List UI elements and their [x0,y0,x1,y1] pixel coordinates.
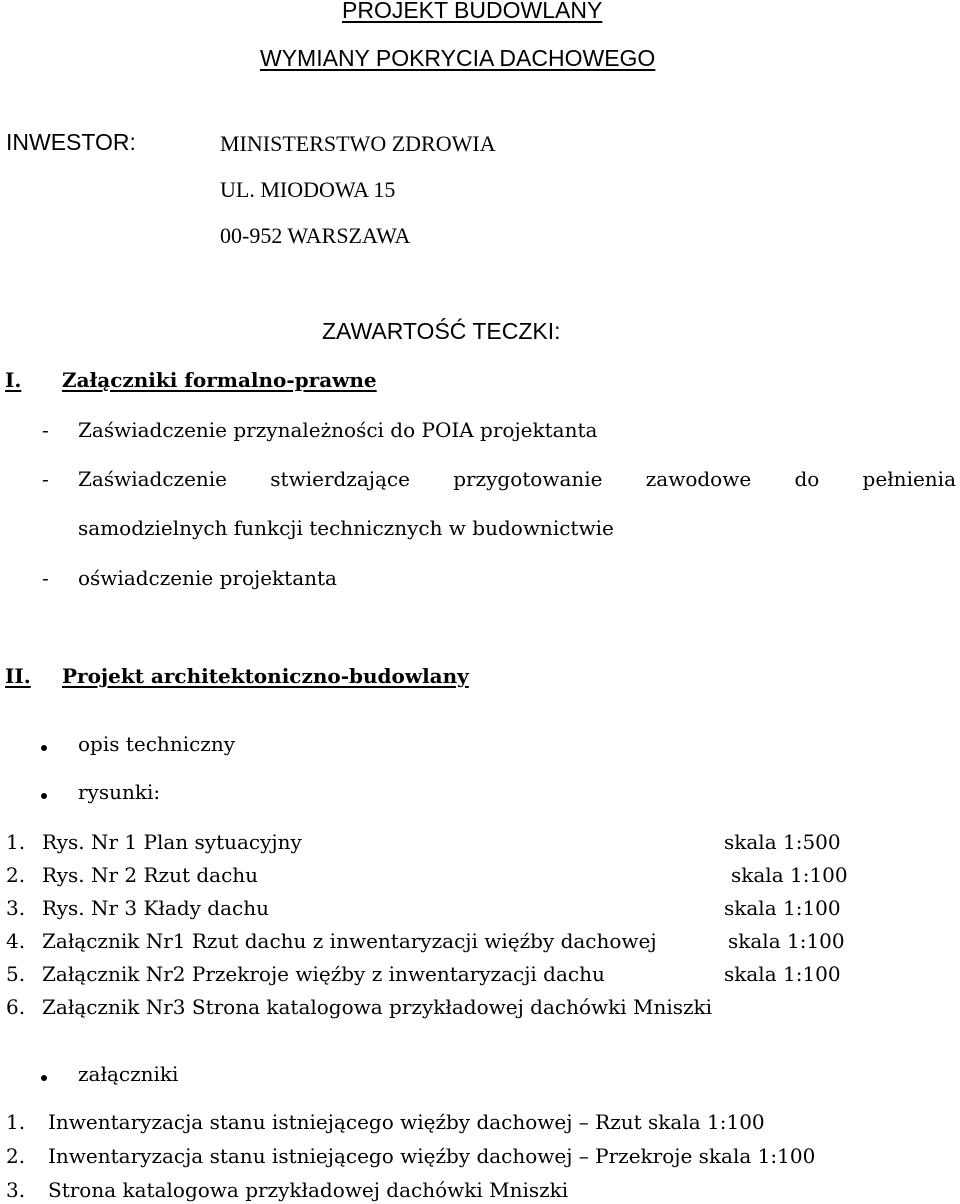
attachment-title: Inwentaryzacja stanu istniejącego więźby dachowej – Przekroje skala 1:100 [48,1144,816,1168]
drawing-scale: skala 1:100 [724,896,841,920]
title-line-1: PROJEKT BUDOWLANY [342,0,603,23]
dash-marker: - [42,467,49,491]
drawing-number: 6. [6,995,26,1019]
drawing-number: 2. [6,863,26,887]
bullet-icon [41,1075,47,1081]
investor-street: UL. MIODOWA 15 [220,177,396,202]
bullet-icon [41,793,47,799]
section-1-title: Załączniki formalno-prawne [62,368,377,392]
drawing-title: Rys. Nr 2 Rzut dachu [42,863,259,887]
list-item-continuation: samodzielnych funkcji technicznych w budownictwie [78,516,614,540]
dash-marker: - [42,418,49,442]
drawing-number: 5. [6,962,26,986]
bullet-item: opis techniczny [78,732,236,756]
drawing-scale: skala 1:100 [731,863,848,887]
list-item: oświadczenie projektanta [78,566,337,590]
drawing-scale: skala 1:500 [724,830,841,854]
drawing-title: Rys. Nr 3 Kłady dachu [42,896,269,920]
drawing-scale: skala 1:100 [728,929,845,953]
section-2-number: II. [5,664,31,688]
list-item: Zaświadczenie stwierdzające przygotowanie zawodowe do pełnienia [78,467,956,491]
drawing-title: Załącznik Nr1 Rzut dachu z inwentaryzacji więźby dachowej [42,929,657,953]
title-line-2: WYMIANY POKRYCIA DACHOWEGO [260,45,656,71]
attachment-number: 3. [6,1178,26,1202]
bullet-item: załączniki [78,1062,179,1086]
drawing-number: 1. [6,830,26,854]
drawing-number: 3. [6,896,26,920]
section-2-title: Projekt architektoniczno-budowlany [62,664,469,688]
drawing-scale: skala 1:100 [724,962,841,986]
bullet-icon [41,745,47,751]
section-1-number: I. [5,368,22,392]
attachment-title: Strona katalogowa przykładowej dachówki Mniszki [48,1178,569,1202]
drawing-title: Załącznik Nr3 Strona katalogowa przykładowej dachówki Mniszki [42,995,713,1019]
dash-marker: - [42,566,49,590]
investor-label: INWESTOR: [6,129,136,155]
drawing-title: Załącznik Nr2 Przekroje więźby z inwentaryzacji dachu [42,962,605,986]
investor-name: MINISTERSTWO ZDROWIA [220,131,496,156]
list-item: Zaświadczenie przynależności do POIA projektanta [78,418,598,442]
attachment-number: 1. [6,1110,26,1134]
drawing-number: 4. [6,929,26,953]
attachment-number: 2. [6,1144,26,1168]
contents-heading: ZAWARTOŚĆ TECZKI: [322,318,561,344]
drawing-title: Rys. Nr 1 Plan sytuacyjny [42,830,302,854]
attachment-title: Inwentaryzacja stanu istniejącego więźby dachowej – Rzut skala 1:100 [48,1110,765,1134]
investor-city: 00-952 WARSZAWA [220,223,411,248]
bullet-item: rysunki: [78,780,161,804]
